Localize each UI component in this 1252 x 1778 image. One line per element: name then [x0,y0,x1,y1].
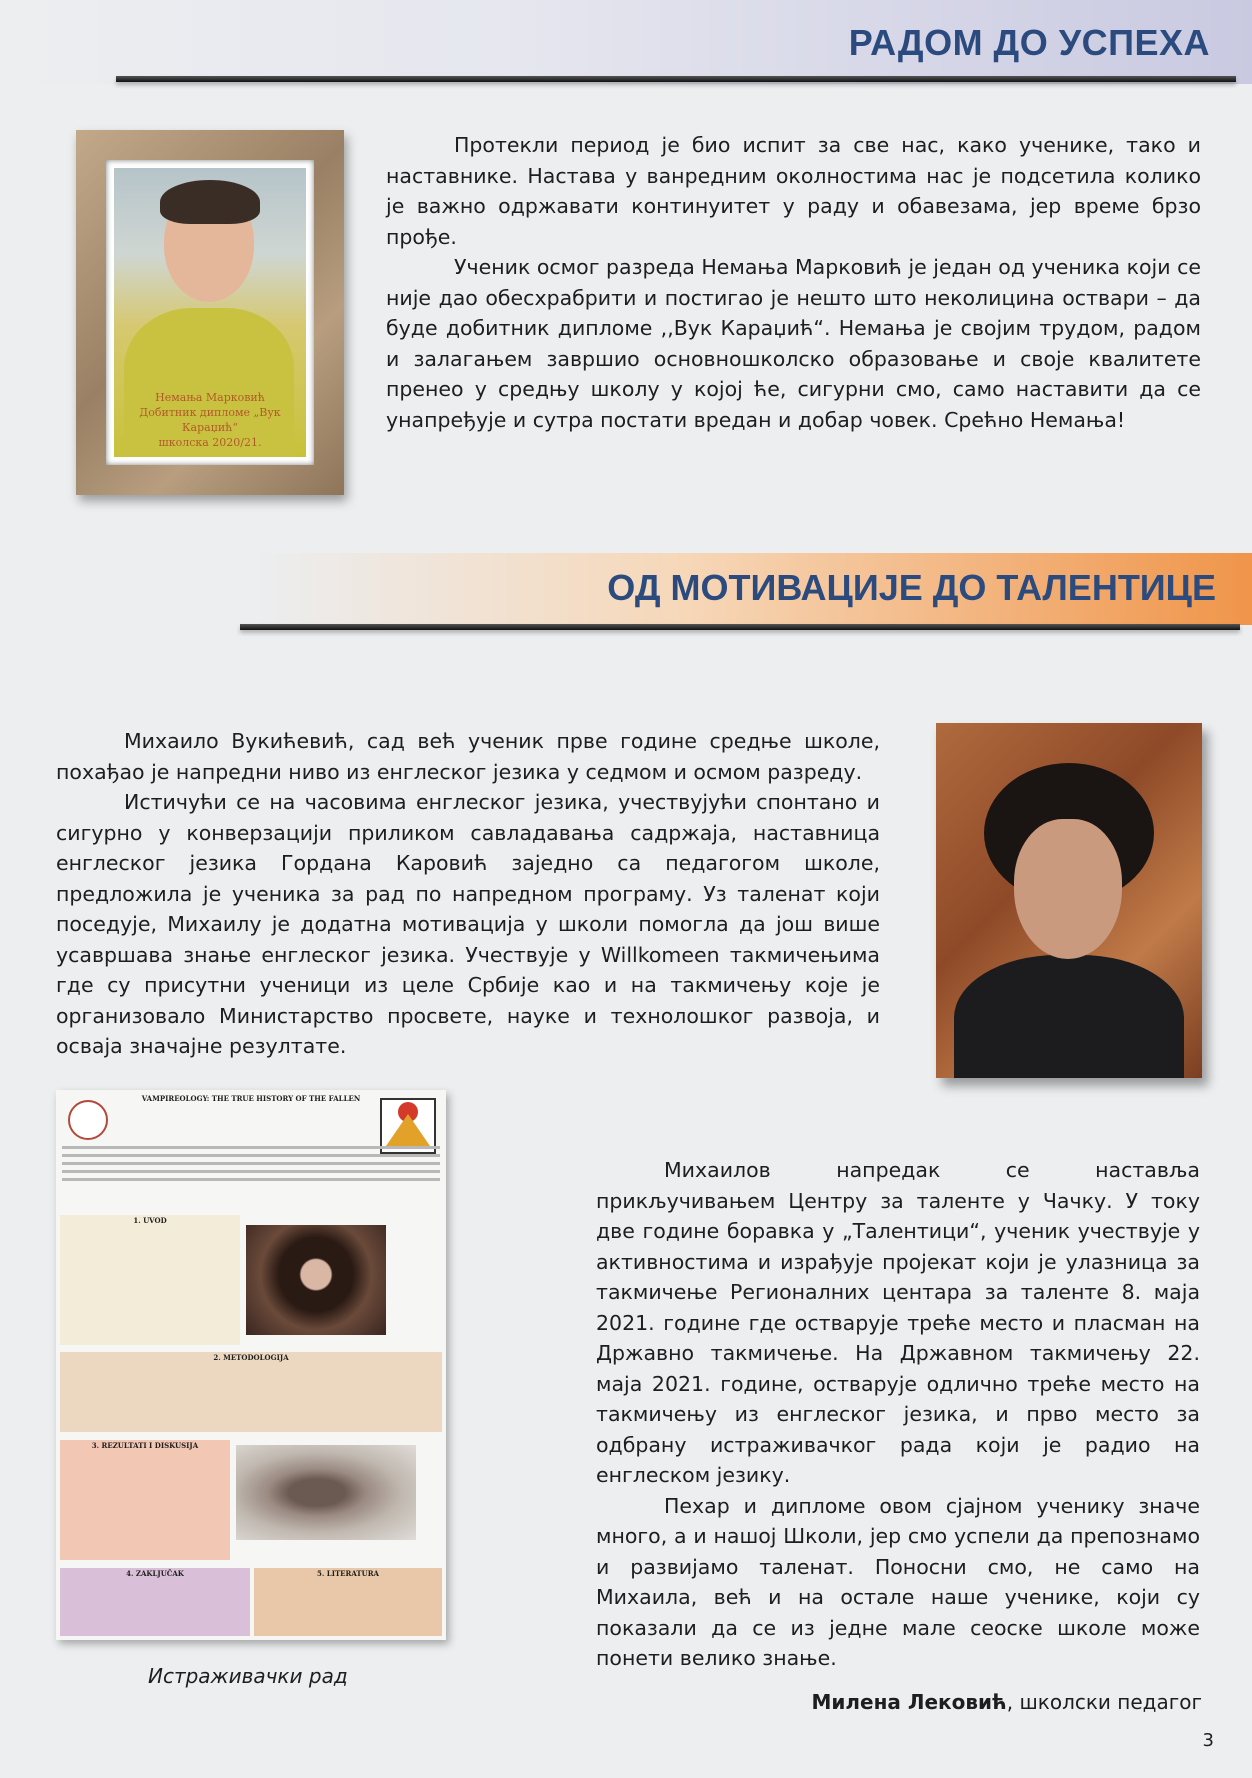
article-text-nemanja: Протекли период је био испит за све нас, како ученике, тако и наставнике. Настава у ванредним околностима нас је подсетила колико је важно одржавати континуитет у раду и обавезама, јер време брзо прође. Ученик осмог разреда Немања Марковић је један од ученика који се није дао обесхрабрити и постигао је нешто што неколицина оствари – да буде добитник дипломе ,,Вук Караџић“. Немања је својим трудом, радом и залагањем завршио основношколско образовање и своје квалитете пренео у средњу школу у којој ће, сигурни смо, само наставити да се унапређује и сутра постати вредан и добар човек. Срећно Немања! [386,133,1201,432]
section-title-talentica: ОД МОТИВАЦИЈЕ ДО ТАЛЕНТИЦЕ [607,567,1216,608]
article-text-mihailo-top: Михаило Вукићевић, сад већ ученик прве године средње школе, похађао је напредни ниво из енглеског језика у седмом и осмом разреду. Истичући се на часовима енглеског језика, учествујући спонтано и сигурно у конверзацији приликом савладавања садржаја, наставница енглеског језика Гордана Каровић заједно са педагогом школе, предложила је ученика за рад по напредном програму. Уз таленат који поседује, Михаилу је додатна мотивација у школи помогла да још више усавршава знање енглеског језика. Учествује у Willkomeen такмичењима где су присутни ученици из целе Србије као и на такмичењу које је организовало Министарство просвете, науке и технолошког развоја, и осваја значајне резултате. [56,729,880,1058]
photo-nemanja [114,168,306,457]
poster-section-zakljucak: 4. ZAKLJUČAK [60,1568,250,1636]
vampire-image [246,1225,386,1335]
poster-section-rezultati: 3. REZULTATI I DISKUSIJA [60,1440,230,1560]
school-logo-icon [68,1100,108,1140]
author-name: Милена Лековић [811,1690,1007,1714]
photo-shirt-caption: Немања Марковић Добитник дипломе „Вук Караџић“ школска 2020/21. [139,391,281,449]
poster-caption: Истраживачки рад [148,1664,348,1688]
poster-section-uvod: 1. UVOD [60,1215,240,1345]
photo-sweater [954,955,1184,1078]
photo-hair [160,180,260,224]
header-rule-2 [240,624,1240,630]
author-signature [811,1690,1202,1714]
header-rule [116,76,1236,82]
article-text-mihailo-bottom: Михаилов напредак се наставља прикључивањем Центру за таленте у Чачку. У току две године боравка у „Талентици“, ученик учествује у активностима и израђује пројекат који је улазница за такмичење Регионалних центара за таленте 8. маја 2021. године где остварује треће место и пласман на Државно такмичење. На Државном такмичењу 22. маја 2021. године, остварује одлично треће место на такмичењу из енглеског језика, и прво место за одбрану истраживачког рада који је радио на енглеском језику. Пехар и дипломе овом сјајном ученику значе много, а и нашој Школи, јер смо успели да препознамо и развијамо таленат. Поносни смо, не само на Михаила, већ и на остале наше ученике, који су показали да се из једне мале сеоске школе може понети велико знање. [596,1158,1200,1670]
author-role: , школски педагог [1006,1690,1202,1714]
bat-image [236,1445,416,1540]
poster-section-literatura: 5. LITERATURA [254,1568,442,1636]
photo-face-mihailo [1014,819,1122,959]
photo-mihailo [936,723,1202,1078]
poster-section-metodologija: 2. METODOLOGIJA [60,1352,442,1432]
framed-photo-nemanja [76,130,344,495]
section-title-radom: РАДОМ ДО УСПЕХА [848,22,1210,63]
page-number: 3 [1202,1730,1214,1751]
research-poster-image [56,1090,446,1640]
poster-title: VAMPIREOLOGY: THE TRUE HISTORY OF THE FALLEN [141,1094,361,1103]
